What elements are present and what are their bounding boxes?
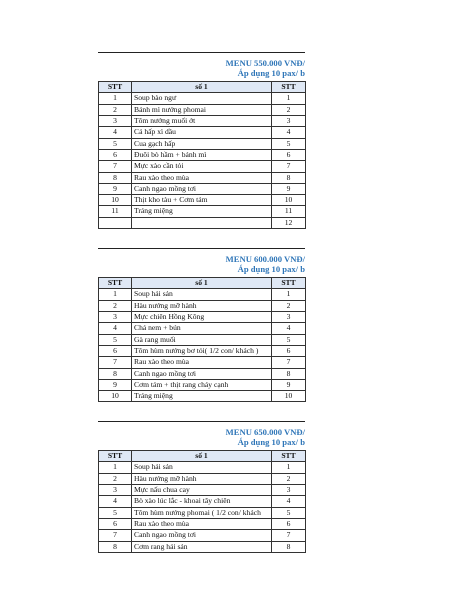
- menu-table: [98, 277, 306, 402]
- stt-cell: [99, 217, 132, 228]
- dish-header: số 1: [132, 82, 272, 93]
- stt-cell: 10: [99, 391, 132, 402]
- stt-cell: 4: [99, 496, 132, 507]
- dish-header: số 1: [132, 451, 272, 462]
- table-row: [99, 323, 306, 334]
- stt2-cell: 4: [272, 323, 306, 334]
- stt-cell: 3: [99, 116, 132, 127]
- stt2-cell: 6: [272, 345, 306, 356]
- stt-cell: 11: [99, 206, 132, 217]
- menu-table: [98, 81, 306, 229]
- stt-cell: 1: [99, 289, 132, 300]
- dish-cell: Bánh mì nướng phomai: [132, 104, 272, 115]
- stt2-cell: 1: [272, 93, 306, 104]
- stt-cell: 7: [99, 530, 132, 541]
- stt2-cell: 11: [272, 206, 306, 217]
- table-row: [99, 138, 306, 149]
- stt-cell: 5: [99, 507, 132, 518]
- stt-cell: 5: [99, 138, 132, 149]
- stt-cell: 10: [99, 195, 132, 206]
- stt-cell: 9: [99, 379, 132, 390]
- stt2-cell: 1: [272, 462, 306, 473]
- dish-cell: Soup bào ngư: [132, 93, 272, 104]
- table-header-row: [99, 278, 306, 289]
- menu-section-550: [98, 52, 305, 229]
- table-row: [99, 104, 306, 115]
- table-row: [99, 93, 306, 104]
- dish-header: số 1: [132, 278, 272, 289]
- menu-applies-note: Áp dụng 10 pax/ b: [237, 436, 305, 447]
- stt-cell: 7: [99, 357, 132, 368]
- section-divider: [98, 248, 305, 249]
- stt2-cell: 8: [272, 541, 306, 552]
- stt2-cell: 2: [272, 473, 306, 484]
- dish-cell: Tráng miệng: [132, 206, 272, 217]
- stt2-cell: 10: [272, 391, 306, 402]
- table-row: [99, 530, 306, 541]
- stt2-cell: 6: [272, 149, 306, 160]
- stt-cell: 8: [99, 541, 132, 552]
- stt-cell: 9: [99, 183, 132, 194]
- dish-cell: Soup hải sản: [132, 289, 272, 300]
- stt2-header: STT: [272, 451, 306, 462]
- menu-section-600: [98, 248, 305, 402]
- table-row: [99, 345, 306, 356]
- stt2-cell: 4: [272, 496, 306, 507]
- stt2-cell: 9: [272, 379, 306, 390]
- dish-cell: Tráng miệng: [132, 391, 272, 402]
- stt-header: STT: [99, 278, 132, 289]
- table-row: [99, 116, 306, 127]
- table-row: [99, 496, 306, 507]
- stt-header: STT: [99, 82, 132, 93]
- table-row: [99, 541, 306, 552]
- dish-cell: Mực nấu chua cay: [132, 485, 272, 496]
- dish-cell: Tôm hùm nướng bơ tỏi( 1/2 con/ khách ): [132, 345, 272, 356]
- table-row: [99, 195, 306, 206]
- section-divider: [98, 52, 305, 53]
- stt-cell: 2: [99, 473, 132, 484]
- table-row: [99, 312, 306, 323]
- table-row: [99, 379, 306, 390]
- menu-section-650: [98, 421, 305, 553]
- stt-cell: 1: [99, 93, 132, 104]
- dish-cell: Cua gạch hấp: [132, 138, 272, 149]
- dish-cell: Rau xào theo mùa: [132, 357, 272, 368]
- dish-cell: Tôm nướng muối ớt: [132, 116, 272, 127]
- stt-cell: 8: [99, 368, 132, 379]
- stt2-cell: 3: [272, 116, 306, 127]
- table-row: [99, 161, 306, 172]
- stt-cell: 3: [99, 312, 132, 323]
- stt2-cell: 5: [272, 138, 306, 149]
- dish-cell: Hàu nướng mỡ hành: [132, 473, 272, 484]
- dish-cell: Chả nem + bún: [132, 323, 272, 334]
- dish-cell: Canh ngao mồng tơi: [132, 183, 272, 194]
- dish-cell: Mực chiên Hồng Kông: [132, 312, 272, 323]
- stt-cell: 6: [99, 149, 132, 160]
- dish-cell: Rau xào theo mùa: [132, 518, 272, 529]
- stt-cell: 2: [99, 300, 132, 311]
- dish-cell: [132, 217, 272, 228]
- stt-cell: 1: [99, 462, 132, 473]
- table-row: [99, 368, 306, 379]
- dish-cell: Mực xào cần tỏi: [132, 161, 272, 172]
- menu-price-title: MENU 550.000 VNĐ/: [225, 58, 305, 68]
- stt-cell: 4: [99, 323, 132, 334]
- dish-cell: Đuôi bò hầm + bánh mì: [132, 149, 272, 160]
- table-row: [99, 334, 306, 345]
- table-header-row: [99, 451, 306, 462]
- table-row: [99, 473, 306, 484]
- section-divider: [98, 421, 305, 422]
- table-row: [99, 183, 306, 194]
- stt2-cell: 2: [272, 300, 306, 311]
- dish-cell: Canh ngao mồng tơi: [132, 530, 272, 541]
- menu-price-title: MENU 600.000 VNĐ/: [225, 254, 305, 264]
- table-row: [99, 391, 306, 402]
- stt-cell: 6: [99, 345, 132, 356]
- table-row: [99, 217, 306, 228]
- stt-cell: 6: [99, 518, 132, 529]
- stt2-cell: 1: [272, 289, 306, 300]
- table-row: [99, 127, 306, 138]
- stt2-header: STT: [272, 278, 306, 289]
- dish-cell: Rau xào theo mùa: [132, 172, 272, 183]
- menu-table: [98, 450, 306, 553]
- dish-cell: Cơm rang hải sản: [132, 541, 272, 552]
- table-row: [99, 357, 306, 368]
- table-row: [99, 518, 306, 529]
- stt-cell: 4: [99, 127, 132, 138]
- stt2-cell: 5: [272, 507, 306, 518]
- table-row: [99, 206, 306, 217]
- dish-cell: Thịt kho tàu + Cơm tám: [132, 195, 272, 206]
- dish-cell: Cá hấp xì dầu: [132, 127, 272, 138]
- table-row: [99, 507, 306, 518]
- table-row: [99, 462, 306, 473]
- menu-applies-note: Áp dụng 10 pax/ b: [237, 67, 305, 78]
- table-row: [99, 485, 306, 496]
- dish-cell: Soup hải sản: [132, 462, 272, 473]
- stt2-cell: 7: [272, 357, 306, 368]
- stt2-cell: 10: [272, 195, 306, 206]
- table-row: [99, 289, 306, 300]
- stt2-cell: 9: [272, 183, 306, 194]
- table-row: [99, 149, 306, 160]
- table-row: [99, 172, 306, 183]
- dish-cell: Gà rang muối: [132, 334, 272, 345]
- stt2-cell: 2: [272, 104, 306, 115]
- stt2-cell: 7: [272, 161, 306, 172]
- stt2-cell: 3: [272, 485, 306, 496]
- stt2-cell: 3: [272, 312, 306, 323]
- stt-cell: 8: [99, 172, 132, 183]
- stt2-cell: 8: [272, 172, 306, 183]
- stt2-cell: 5: [272, 334, 306, 345]
- menu-applies-note: Áp dụng 10 pax/ b: [237, 263, 305, 274]
- table-row: [99, 300, 306, 311]
- stt2-cell: 4: [272, 127, 306, 138]
- stt-cell: 3: [99, 485, 132, 496]
- stt2-cell: 7: [272, 530, 306, 541]
- dish-cell: Tôm hùm nướng phomai ( 1/2 con/ khách: [132, 507, 272, 518]
- stt2-header: STT: [272, 82, 306, 93]
- dish-cell: Canh ngao mồng tơi: [132, 368, 272, 379]
- stt-cell: 7: [99, 161, 132, 172]
- dish-cell: Cơm tám + thịt rang cháy cạnh: [132, 379, 272, 390]
- stt-cell: 5: [99, 334, 132, 345]
- stt2-cell: 12: [272, 217, 306, 228]
- dish-cell: Bò xào lúc lắc - khoai tây chiên: [132, 496, 272, 507]
- dish-cell: Hàu nướng mỡ hành: [132, 300, 272, 311]
- stt2-cell: 6: [272, 518, 306, 529]
- stt-header: STT: [99, 451, 132, 462]
- stt-cell: 2: [99, 104, 132, 115]
- menu-price-title: MENU 650.000 VNĐ/: [225, 427, 305, 437]
- table-header-row: [99, 82, 306, 93]
- stt2-cell: 8: [272, 368, 306, 379]
